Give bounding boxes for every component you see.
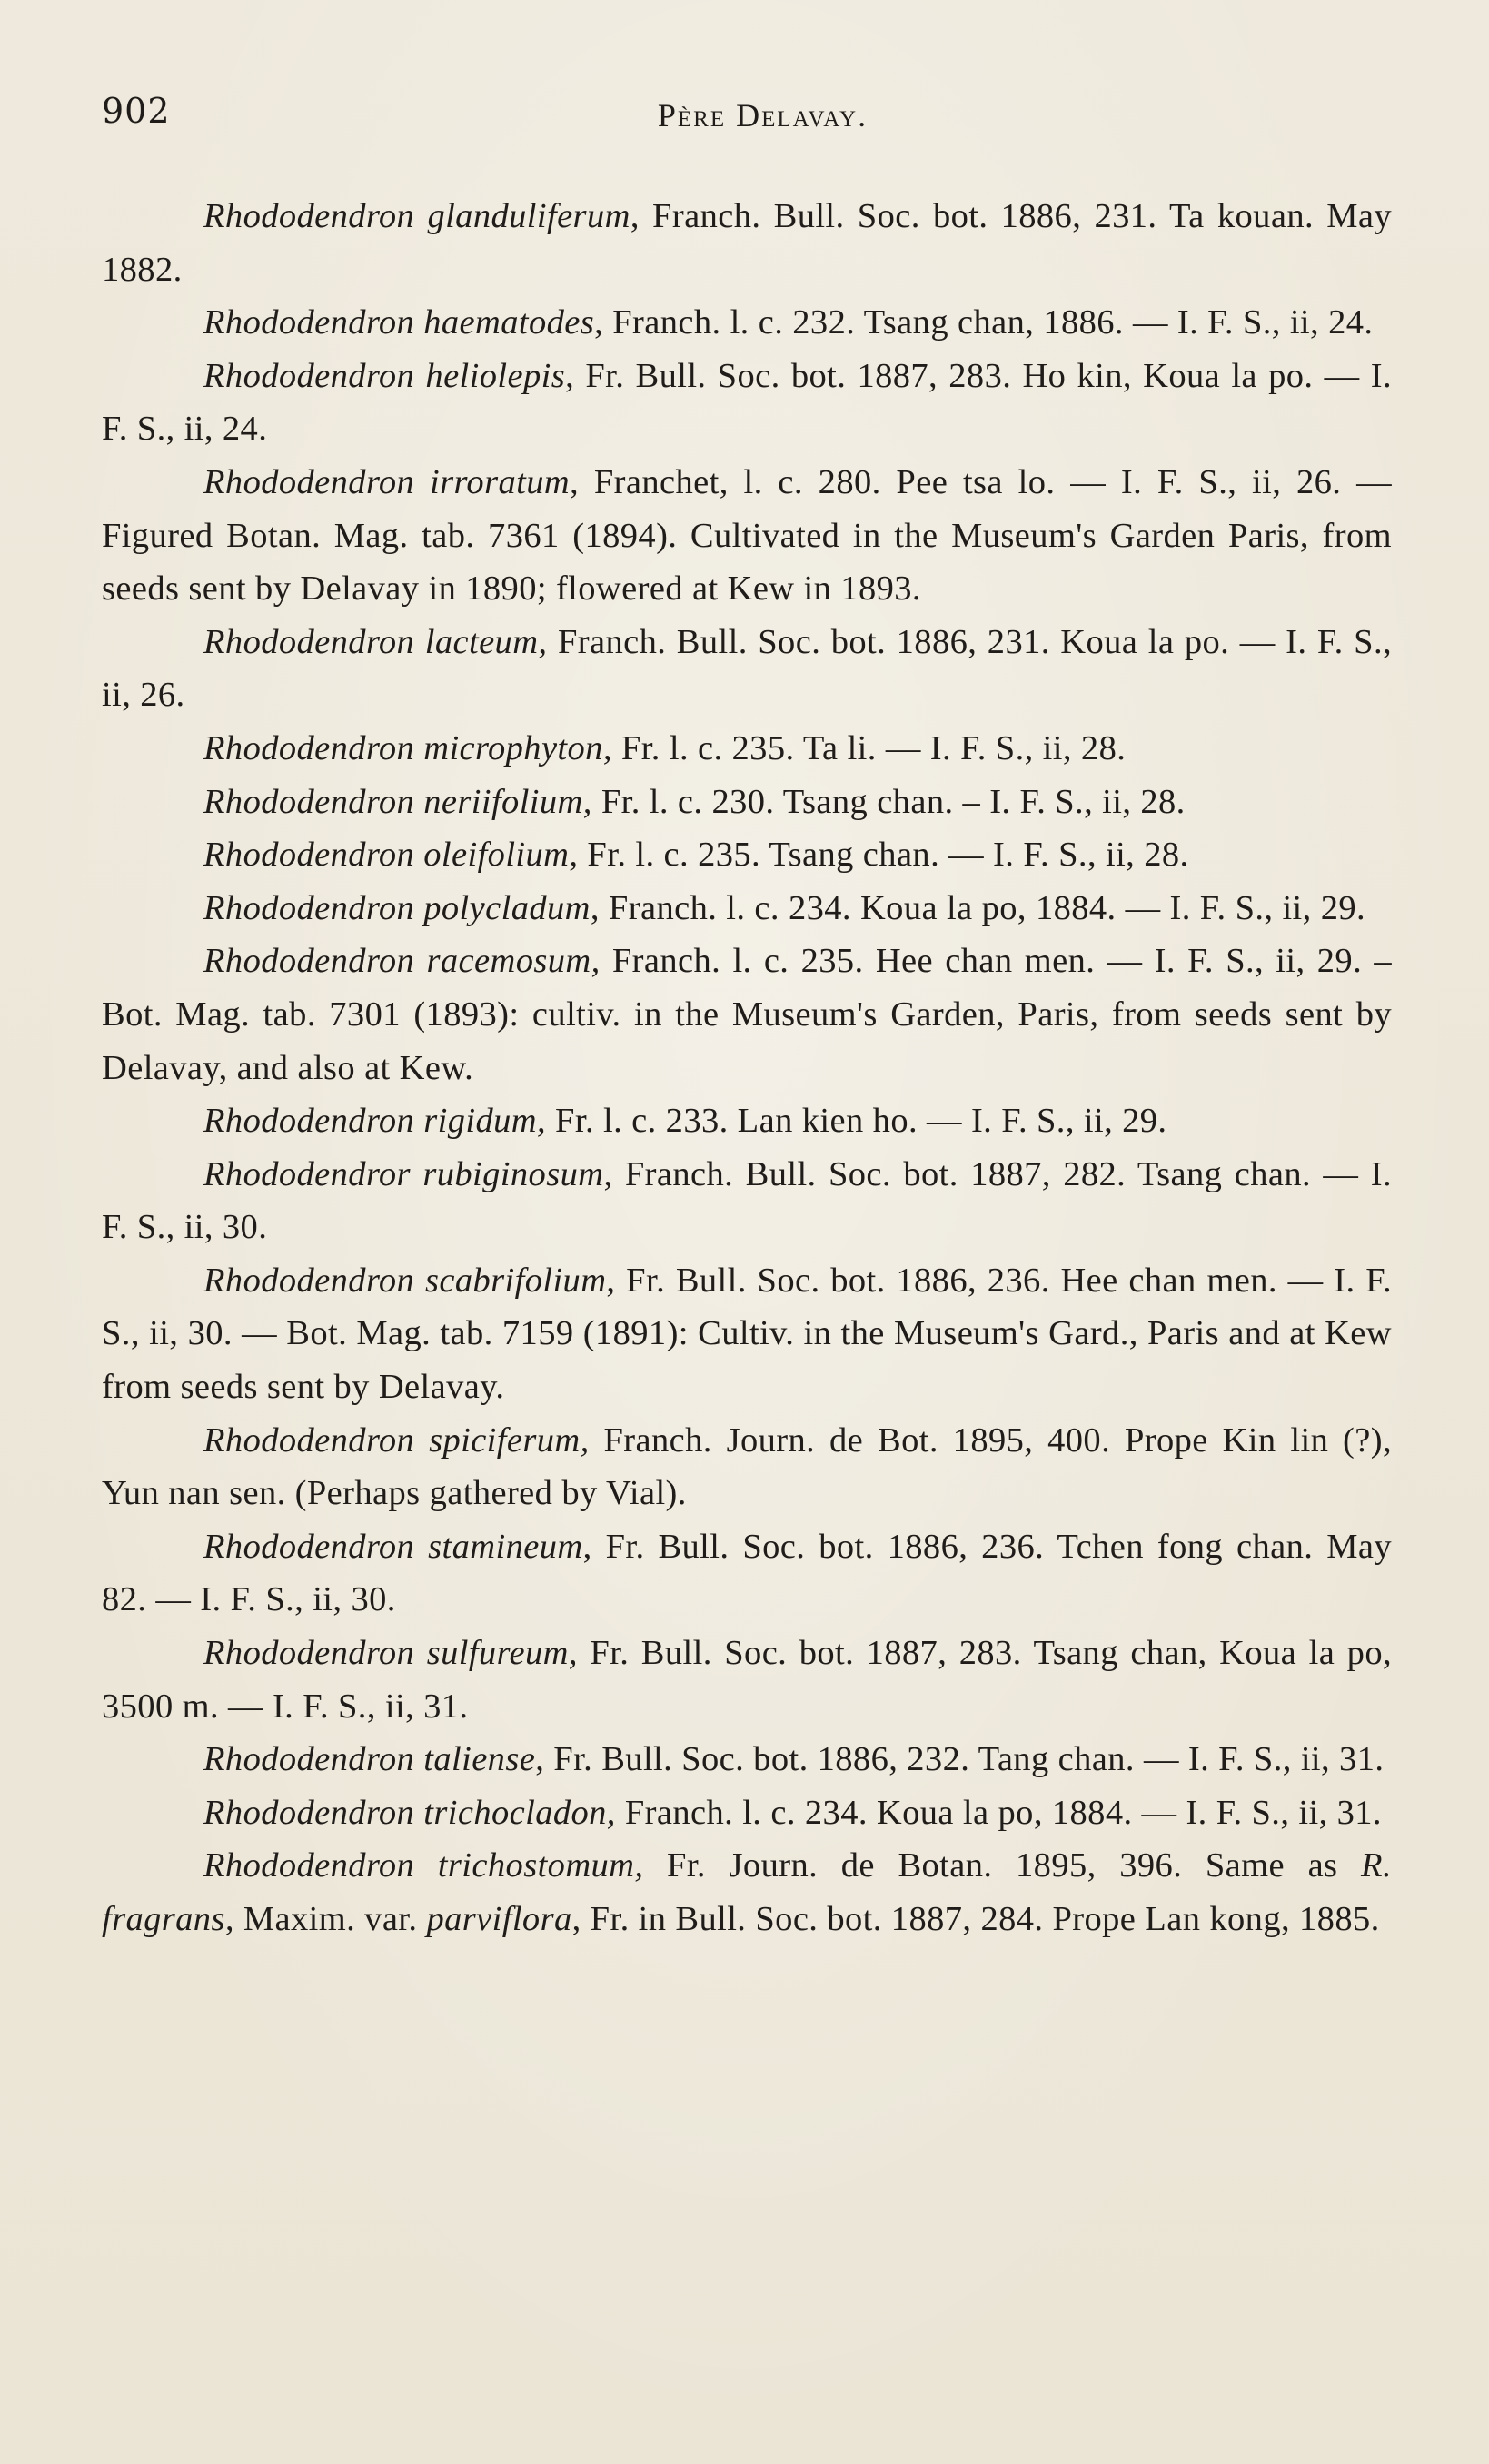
genus-name: Rhododendron [203, 888, 415, 927]
genus-name: Rhododendror [203, 1154, 411, 1193]
species-entry [102, 828, 1392, 882]
entry-text: Franchet, l. c. 280. Pee tsa lo. — I. F. S., ii, 26. — Figured Botan. Mag. tab. 7361 (1894). Cultivated in the Museum's Garden Paris, from seeds sent by Delavay in 1890; flowered at Kew in 1893. [102, 462, 1392, 609]
species-epithet: lacteum, [424, 622, 548, 661]
genus-name: Rhododendron [203, 782, 415, 821]
genus-name: Rhododendron [203, 356, 415, 395]
genus-name: Rhododendron [203, 1527, 415, 1566]
entry-text: Maxim. var. [233, 1900, 427, 1938]
genus-name: Rhododendron [203, 197, 415, 235]
entry-text: , Franch. l. c. 234. Koua la po, 1884. — I. F. S., ii, 29. [590, 888, 1366, 927]
species-entry [102, 296, 1392, 350]
entry-text: Franch. l. c. 234. Koua la po, 1884. — I. F. S., ii, 31. [615, 1793, 1382, 1832]
species-list [102, 190, 1392, 1946]
entry-text: Franch. l. c. 235. Hee chan men. — I. F. S., ii, 29. – Bot. Mag. tab. 7301 (1893): cultiv. in the Museum's Garden, Paris, from seeds sent by Delavay, and also at Kew. [102, 942, 1393, 1087]
species-epithet: microphyton, [423, 728, 612, 767]
species-epithet: neriifolium, [423, 782, 592, 821]
species-epithet: stamineum [428, 1527, 583, 1566]
genus-name: Rhododendron [203, 1740, 415, 1779]
genus-name: Rhododendron [203, 622, 415, 661]
species-epithet: rubiginosum [422, 1154, 604, 1193]
entry-text: , Fr. in Bull. Soc. bot. 1887, 284. Prope Lan kong, 1885. [571, 1900, 1380, 1938]
species-epithet: scabrifolium [424, 1261, 607, 1300]
entry-text: , Franch. Bull. Soc. bot. 1886, 231. Ta kouan. May 1882. [102, 197, 1392, 289]
entry-text: Franch. Journ. de Bot. 1895, 400. Prope Kin lin (?), Yun nan sen. (Perhaps gathered by Vial). [102, 1420, 1392, 1513]
species-epithet: trichocladon, [423, 1793, 616, 1832]
entry-text: , Fr. Bull. Soc. bot. 1886, 232. Tang chan. — I. F. S., ii, 31. [535, 1740, 1385, 1779]
genus-name: Rhododendron [203, 1634, 415, 1673]
species-entry [102, 776, 1392, 829]
entry-text: Fr. Bull. Soc. bot. 1887, 283. Tsang chan, Koua la po, 3500 m. — I. F. S., ii, 31. [102, 1634, 1392, 1726]
entry-text: Fr. Journ. de Botan. 1895, 396. Same as [643, 1846, 1362, 1885]
entry-text: , Fr. Bull. Soc. bot. 1886, 236. Hee chan men. — I. F. S., ii, 30. — Bot. Mag. tab. 7159 (1891): Cultiv. in the Museum's Gard., Paris and at Kew from seeds sent by Delavay. [102, 1261, 1392, 1407]
page-number: 902 [102, 91, 171, 131]
species-entry [102, 1254, 1392, 1414]
entry-text: , Fr. Bull. Soc. bot. 1887, 283. Ho kin, Koua la po. — I. F. S., ii, 24. [102, 356, 1392, 449]
genus-name: Rhododendron [203, 1102, 415, 1141]
entry-text: Fr. l. c. 230. Tsang chan. – I. F. S., ii, 28. [591, 782, 1186, 821]
species-entry [102, 190, 1392, 296]
species-epithet: spiciferum, [429, 1420, 590, 1460]
entry-text: Fr. l. c. 235. Ta li. — I. F. S., ii, 28. [611, 728, 1127, 767]
species-entry [102, 1839, 1392, 1945]
running-head [102, 91, 1387, 145]
species-epithet: glanduliferum [427, 197, 630, 235]
species-entry [102, 350, 1392, 456]
genus-name: Rhododendron [203, 1793, 415, 1832]
species-entry [102, 882, 1392, 935]
species-entry [102, 456, 1392, 616]
species-entry [102, 616, 1392, 722]
entry-text: , Franch. Bull. Soc. bot. 1887, 282. Tsang chan. — I. F. S., ii, 30. [102, 1154, 1392, 1247]
species-entry [102, 1627, 1392, 1733]
genus-name: Rhododendron [203, 728, 415, 767]
species-epithet: taliense [423, 1740, 536, 1779]
species-epithet: trichostomum, [437, 1846, 644, 1885]
species-epithet: oleifolium, [423, 836, 579, 875]
species-epithet: rigidum, [423, 1102, 547, 1141]
species-entry [102, 1733, 1392, 1786]
species-entry [102, 1520, 1392, 1627]
species-entry [102, 722, 1392, 776]
species-epithet: irroratum, [429, 462, 580, 501]
entry-text: Franch. Bull. Soc. bot. 1886, 231. Koua la po. — I. F. S., ii, 26. [102, 622, 1392, 715]
species-entry [102, 935, 1392, 1094]
species-epithet: sulfureum, [426, 1634, 578, 1673]
species-epithet: haematodes [423, 303, 595, 342]
running-title: Père Delavay. [657, 97, 869, 134]
genus-name: Rhododendron [203, 303, 415, 342]
genus-name: Rhododendron [203, 836, 415, 875]
genus-name: Rhododendron [203, 942, 415, 981]
genus-name: Rhododendron [203, 1261, 415, 1300]
entry-text: Fr. l. c. 233. Lan kien ho. — I. F. S., ii, 29. [546, 1102, 1167, 1141]
species-epithet: heliolepis [425, 356, 566, 395]
entry-text: , Fr. Bull. Soc. bot. 1886, 236. Tchen fong chan. May 82. — I. F. S., ii, 30. [102, 1527, 1392, 1619]
genus-name: Rhododendron [203, 1420, 415, 1460]
species-entry [102, 1148, 1392, 1254]
variety-name: parviflora [426, 1900, 572, 1938]
entry-text: , Franch. l. c. 232. Tsang chan, 1886. — I. F. S., ii, 24. [594, 303, 1374, 342]
genus-name: Rhododendron [203, 462, 415, 501]
species-epithet: racemosum, [426, 942, 601, 981]
synonym-name: R. fragrans, [102, 1846, 1392, 1938]
species-entry [102, 1094, 1392, 1148]
entry-text: Fr. l. c. 235. Tsang chan. — I. F. S., ii, 28. [578, 836, 1189, 875]
species-epithet: polycladum [423, 888, 591, 927]
genus-name: Rhododendron [203, 1846, 415, 1885]
species-entry [102, 1786, 1392, 1840]
species-entry [102, 1414, 1392, 1520]
